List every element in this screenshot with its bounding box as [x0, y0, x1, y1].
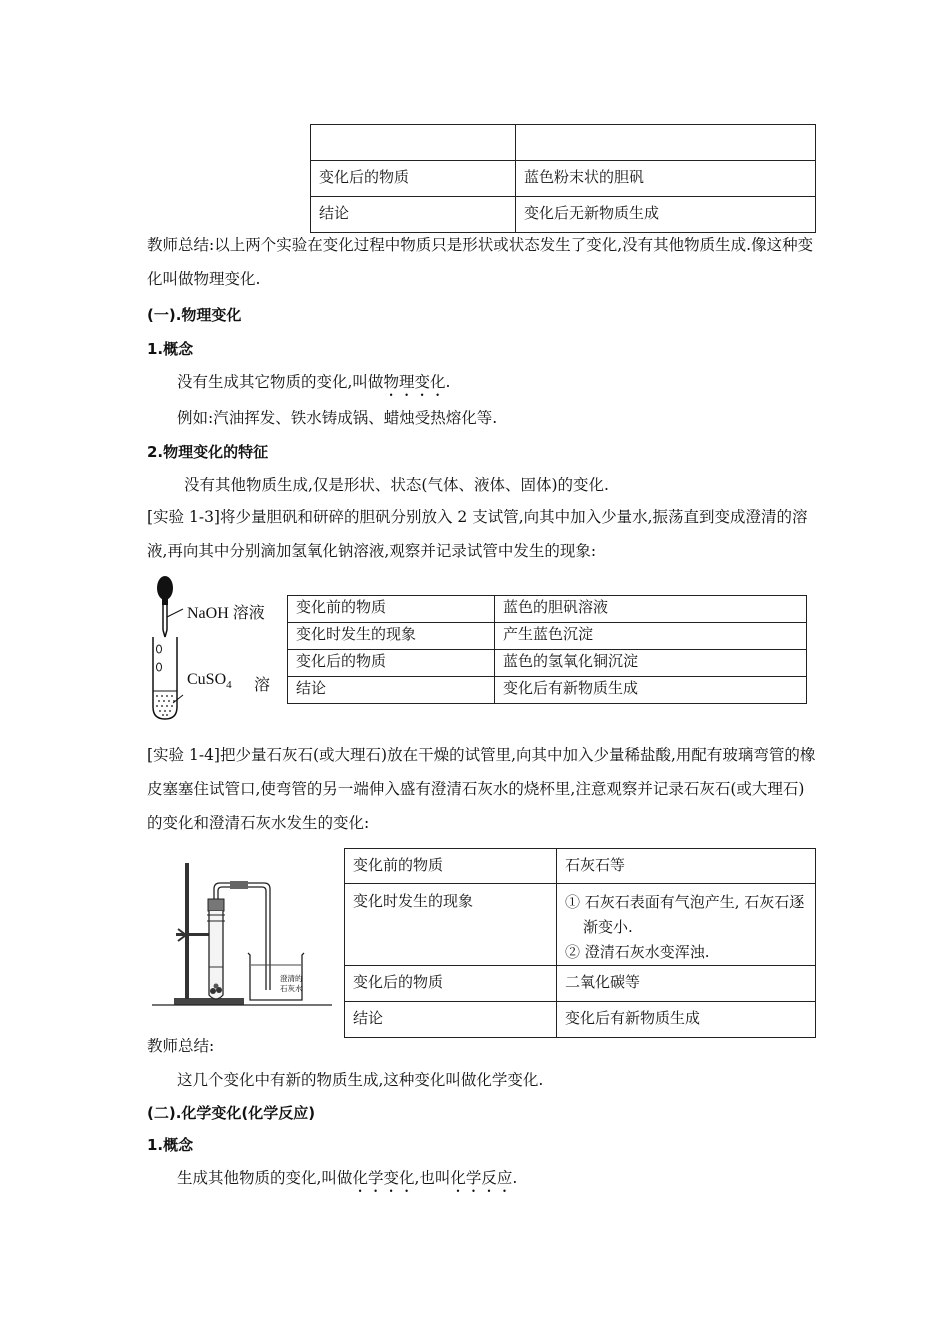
observation-2: ② 澄清石灰水变浑浊.: [565, 943, 710, 961]
concept-mid: ,也叫: [414, 1169, 451, 1187]
cuso4-leader: [173, 695, 183, 703]
solution-dots: [156, 695, 175, 716]
stand-base: [174, 998, 244, 1005]
table-cell: [557, 884, 816, 966]
table-1-cell: 变化后无新物质生成: [516, 197, 816, 233]
section-1-feature-title: 2.物理变化的特征: [147, 443, 269, 461]
table-cell: 结论: [288, 677, 495, 704]
beaker-label-2: 石灰水: [280, 984, 303, 993]
table-cell: 结论: [345, 1002, 557, 1038]
experiment-1-4-table: [344, 848, 816, 1038]
cuso4-text: CuSO: [187, 671, 227, 688]
gas-apparatus-figure: [152, 855, 337, 1010]
cuso4-subscript: 4: [226, 679, 232, 692]
section-2-concept-title: 1.概念: [147, 1136, 194, 1154]
table-cell: 变化后的物质: [345, 966, 557, 1002]
table-cell: 变化时发生的现象: [288, 623, 495, 650]
naoh-leader: [167, 609, 183, 617]
table-1-cell: 变化后的物质: [311, 161, 516, 197]
experiment-1-4-text: [实验 1-4]把少量石灰石(或大理石)放在干燥的试管里,向其中加入少量稀盐酸,用配有玻璃弯管的橡皮塞塞住试管口,使弯管的另一端伸入盛有澄清石灰水的烧杯里,注意观察并记录石灰石(或大理石)的变化和澄清石灰水发生的变化:: [147, 746, 816, 832]
teacher-summary-2-title: 教师总结:: [147, 1037, 215, 1055]
table-cell: 变化后有新物质生成: [495, 677, 807, 704]
table-1: [310, 124, 816, 233]
test-tube-figure: [145, 575, 285, 725]
drop: [157, 645, 162, 653]
section-1-concept-title: 1.概念: [147, 340, 194, 358]
dropper-tip: [165, 630, 167, 637]
section-2-concept: [177, 1166, 517, 1196]
drop: [157, 663, 162, 671]
table-1-cell: 蓝色粉末状的胆矾: [516, 161, 816, 197]
cuso4-label: [187, 671, 232, 691]
dropper-neck: [162, 597, 168, 605]
table-cell: 变化后的物质: [288, 650, 495, 677]
bent-tube: [218, 887, 266, 990]
dropper-bulb: [157, 576, 173, 600]
section-1-title: (一).物理变化: [147, 306, 242, 324]
table-cell: 石灰石等: [557, 849, 816, 884]
table-1-cell: [311, 125, 516, 161]
teacher-summary-2-text: 这几个变化中有新的物质生成,这种变化叫做化学变化.: [177, 1071, 544, 1089]
experiment-1-3-text: [实验 1-3]将少量胆矾和研碎的胆矾分别放入 2 支试管,向其中加入少量水,振荡直到变成澄清的溶液,再向其中分别滴加氢氧化钠溶液,观察并记录试管中发生的现象:: [147, 508, 808, 560]
stand-rod: [185, 863, 189, 999]
section-1-feature-text: 没有其他物质生成,仅是形状、状态(气体、液体、固体)的变化.: [184, 476, 609, 494]
concept-term-2: 化学反应: [450, 1169, 513, 1187]
stone: [214, 984, 219, 989]
table-cell: 二氧化碳等: [557, 966, 816, 1002]
concept-suffix: .: [512, 1169, 518, 1187]
table-cell: 蓝色的氢氧化铜沉淀: [495, 650, 807, 677]
beaker-label-1: 澄清的: [280, 974, 303, 983]
concept-suffix: .: [445, 373, 451, 391]
table-1-cell: 结论: [311, 197, 516, 233]
table-cell: 变化前的物质: [345, 849, 557, 884]
concept-term-1: 化学变化: [352, 1169, 415, 1187]
table-1-cell: [516, 125, 816, 161]
rubber-joint: [230, 881, 248, 889]
experiment-1-3-table: [287, 595, 807, 704]
table-cell: 变化时发生的现象: [345, 884, 557, 966]
concept-prefix: 没有生成其它物质的变化,叫做: [177, 373, 384, 391]
concept-prefix: 生成其他物质的变化,叫做: [177, 1169, 353, 1187]
table-cell: 变化前的物质: [288, 596, 495, 623]
table-cell: 产生蓝色沉淀: [495, 623, 807, 650]
table-cell: 变化后有新物质生成: [557, 1002, 816, 1038]
table-cell: 蓝色的胆矾溶液: [495, 596, 807, 623]
concept-term: 物理变化: [383, 373, 446, 391]
cuso4-label-tail: 溶: [254, 675, 271, 694]
stone: [210, 988, 216, 994]
observation-1: ① 石灰石表面有气泡产生, 石灰石逐渐变小.: [565, 893, 805, 936]
teacher-summary-1: 教师总结:以上两个实验在变化过程中物质只是形状或状态发生了变化,没有其他物质生成.像这种变化叫做物理变化.: [147, 236, 814, 288]
naoh-label: NaOH 溶液: [187, 605, 265, 622]
section-1-example: 例如:汽油挥发、铁水铸成锅、蜡烛受热熔化等.: [177, 409, 498, 427]
section-1-concept: [177, 370, 450, 400]
section-2-title: (二).化学变化(化学反应): [147, 1104, 316, 1122]
stopper: [208, 899, 224, 911]
